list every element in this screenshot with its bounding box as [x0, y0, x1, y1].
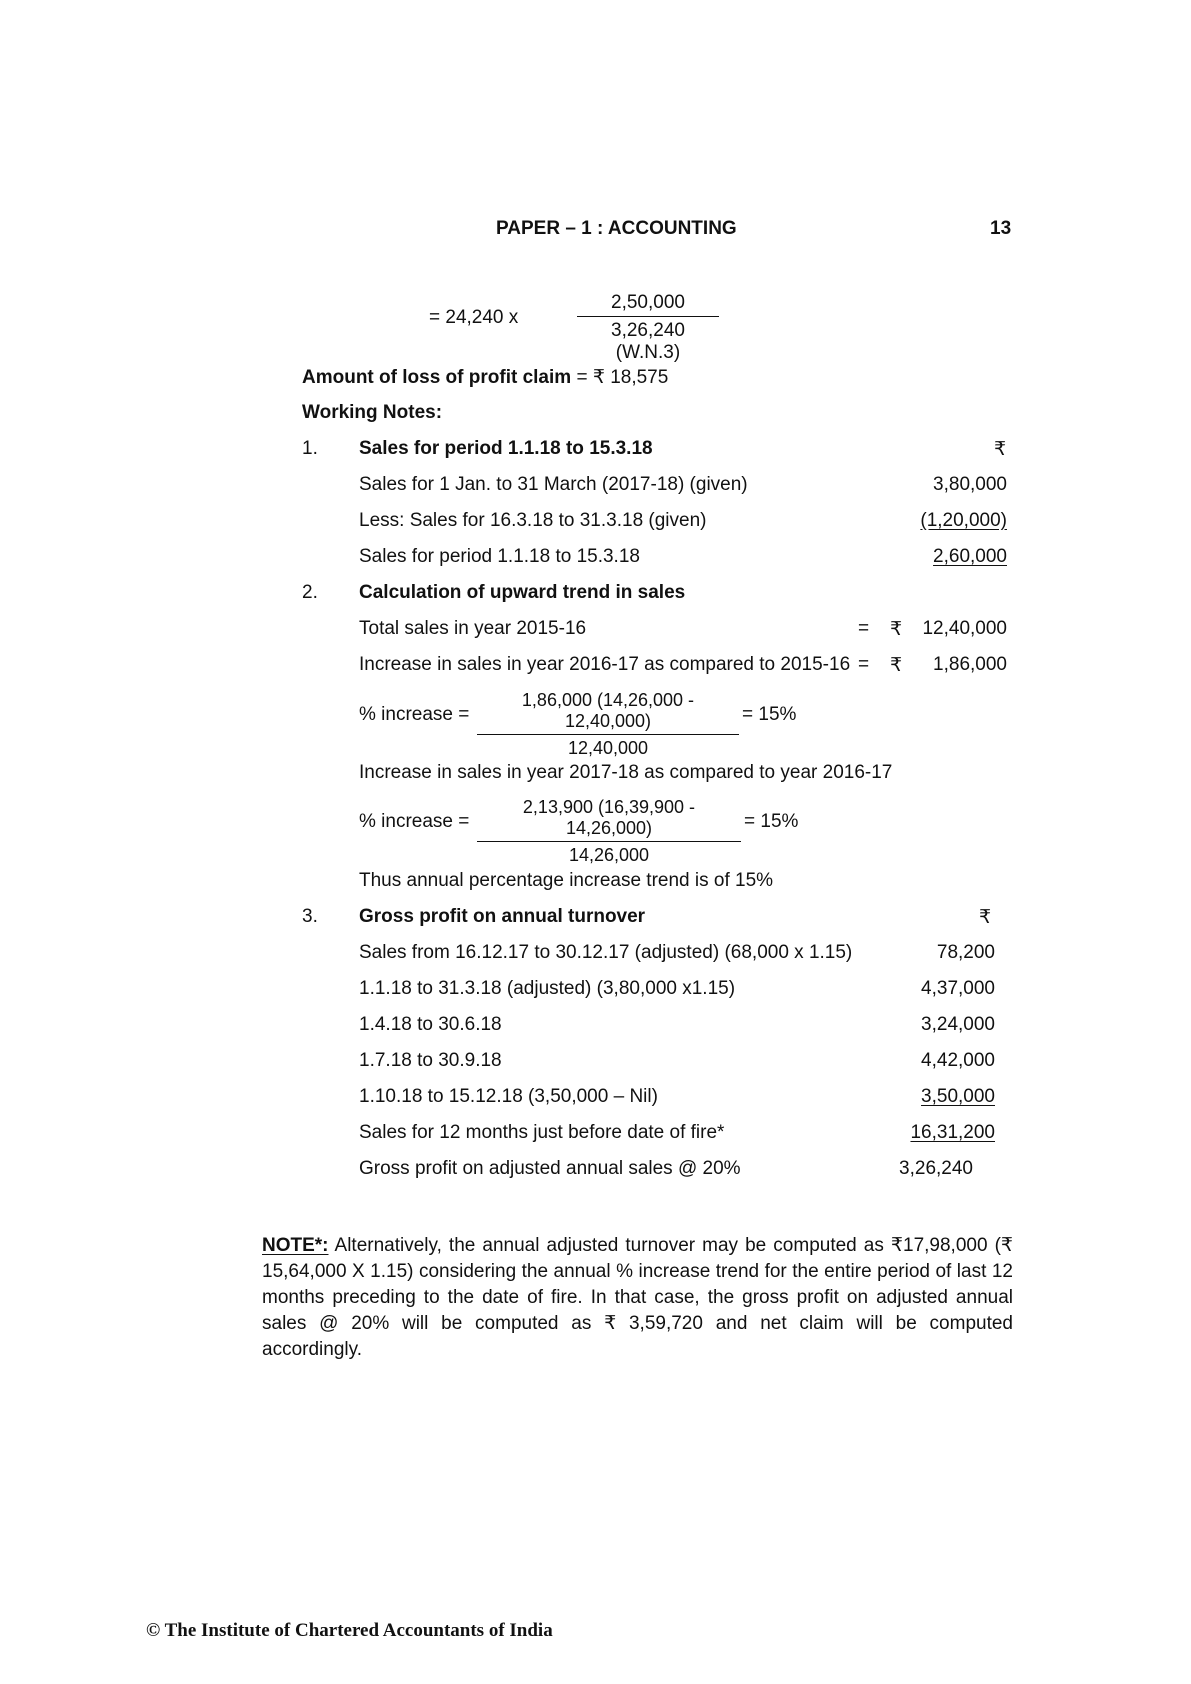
wn3-row-value: 4,37,000 — [921, 978, 995, 999]
claim-line — [302, 366, 668, 389]
formula-fraction — [577, 292, 719, 364]
wn1-row-label: Sales for period 1.1.18 to 15.3.18 — [359, 546, 640, 567]
pct-result: = 15% — [742, 704, 797, 725]
wn1-title: Sales for period 1.1.18 to 15.3.18 — [359, 438, 653, 459]
wn2-row-value: 12,40,000 — [922, 618, 1007, 639]
wn3-row-value: 3,24,000 — [921, 1014, 995, 1035]
wn3-row-label: 1.1.18 to 31.3.18 (adjusted) (3,80,000 x1.15) — [359, 978, 736, 999]
wn2-row-label: Increase in sales in year 2016-17 as compared to 2015-16 — [359, 654, 851, 675]
wn1-row-value: (1,20,000) — [920, 510, 1007, 531]
wn2-row-equals: = — [858, 618, 870, 639]
wn2-conclusion: Thus annual percentage increase trend is of 15% — [359, 870, 774, 891]
wn3-row-label: Gross profit on adjusted annual sales @ 20% — [359, 1158, 741, 1179]
wn3-row-label: Sales for 12 months just before date of fire* — [359, 1122, 725, 1143]
wn1-currency-symbol: ₹ — [994, 439, 1007, 460]
wn2-title: Calculation of upward trend in sales — [359, 582, 686, 603]
claim-label: Amount of loss of profit claim — [302, 367, 572, 388]
formula-numerator: 2,50,000 — [577, 292, 719, 317]
wn2-row-value: 1,86,000 — [933, 654, 1007, 675]
note-text: Alternatively, the annual adjusted turnover may be computed as ₹17,98,000 (₹ 15,64,000 X 1.15) considering the annual % increase trend for the entire period of last 12 months preceding to the date of fire. In that case, the gross profit on adjusted annual sales @ 20% will be computed as ₹ 3,59,720 and net claim will be computed accordingly. — [262, 1235, 1013, 1360]
wn2-row-equals: = — [858, 654, 870, 675]
formula-lhs: = 24,240 x — [429, 307, 519, 328]
wn2-number: 2. — [302, 582, 318, 603]
pct-denominator: 14,26,000 — [568, 845, 650, 865]
wn2-row-label: Total sales in year 2015-16 — [359, 618, 587, 639]
page-title: PAPER – 1 : ACCOUNTING — [496, 218, 737, 239]
claim-value: = ₹ 18,575 — [576, 367, 669, 388]
wn1-row-label: Sales for 1 Jan. to 31 March (2017-18) (given) — [359, 474, 748, 495]
pct-increase-label: % increase = — [359, 704, 470, 725]
wn2-row-currency: ₹ — [890, 619, 903, 640]
wn3-number: 3. — [302, 906, 318, 927]
footer-copyright: © The Institute of Chartered Accountants of India — [146, 1620, 553, 1641]
pct-increase-fraction — [477, 797, 741, 866]
wn1-row-value: 3,80,000 — [933, 474, 1007, 495]
wn3-title: Gross profit on annual turnover — [359, 906, 646, 927]
note-paragraph — [262, 1233, 1013, 1363]
wn2-row-currency: ₹ — [890, 655, 903, 676]
wn3-row-value: 16,31,200 — [910, 1122, 995, 1143]
pct-numerator: 2,13,900 (16,39,900 - 14,26,000) — [477, 797, 741, 842]
wn2-row-label: Increase in sales in year 2017-18 as compared to year 2016-17 — [359, 762, 893, 783]
wn3-row-value: 78,200 — [936, 942, 995, 963]
wn3-row-label: 1.7.18 to 30.9.18 — [359, 1050, 502, 1071]
wn1-row-label: Less: Sales for 16.3.18 to 31.3.18 (given) — [359, 510, 707, 531]
note-label: NOTE*: — [262, 1235, 329, 1256]
pct-increase-fraction — [477, 690, 739, 759]
wn3-currency-symbol: ₹ — [979, 907, 992, 928]
formula-denominator: 3,26,240 (W.N.3) — [611, 320, 685, 363]
wn1-row-value: 2,60,000 — [933, 546, 1007, 567]
wn3-row-value: 3,26,240 — [899, 1158, 973, 1179]
pct-numerator: 1,86,000 (14,26,000 - 12,40,000) — [477, 690, 739, 735]
pct-result: = 15% — [744, 811, 799, 832]
wn3-row-label: 1.10.18 to 15.12.18 (3,50,000 – Nil) — [359, 1086, 658, 1107]
pct-denominator: 12,40,000 — [567, 738, 649, 758]
wn3-row-value: 3,50,000 — [921, 1086, 995, 1107]
page-number: 13 — [990, 218, 1012, 239]
wn1-number: 1. — [302, 438, 318, 459]
wn3-row-label: 1.4.18 to 30.6.18 — [359, 1014, 502, 1035]
pct-increase-label: % increase = — [359, 811, 470, 832]
wn3-row-value: 4,42,000 — [921, 1050, 995, 1071]
working-notes-heading: Working Notes: — [302, 402, 443, 423]
wn3-row-label: Sales from 16.12.17 to 30.12.17 (adjusted) (68,000 x 1.15) — [359, 942, 853, 963]
